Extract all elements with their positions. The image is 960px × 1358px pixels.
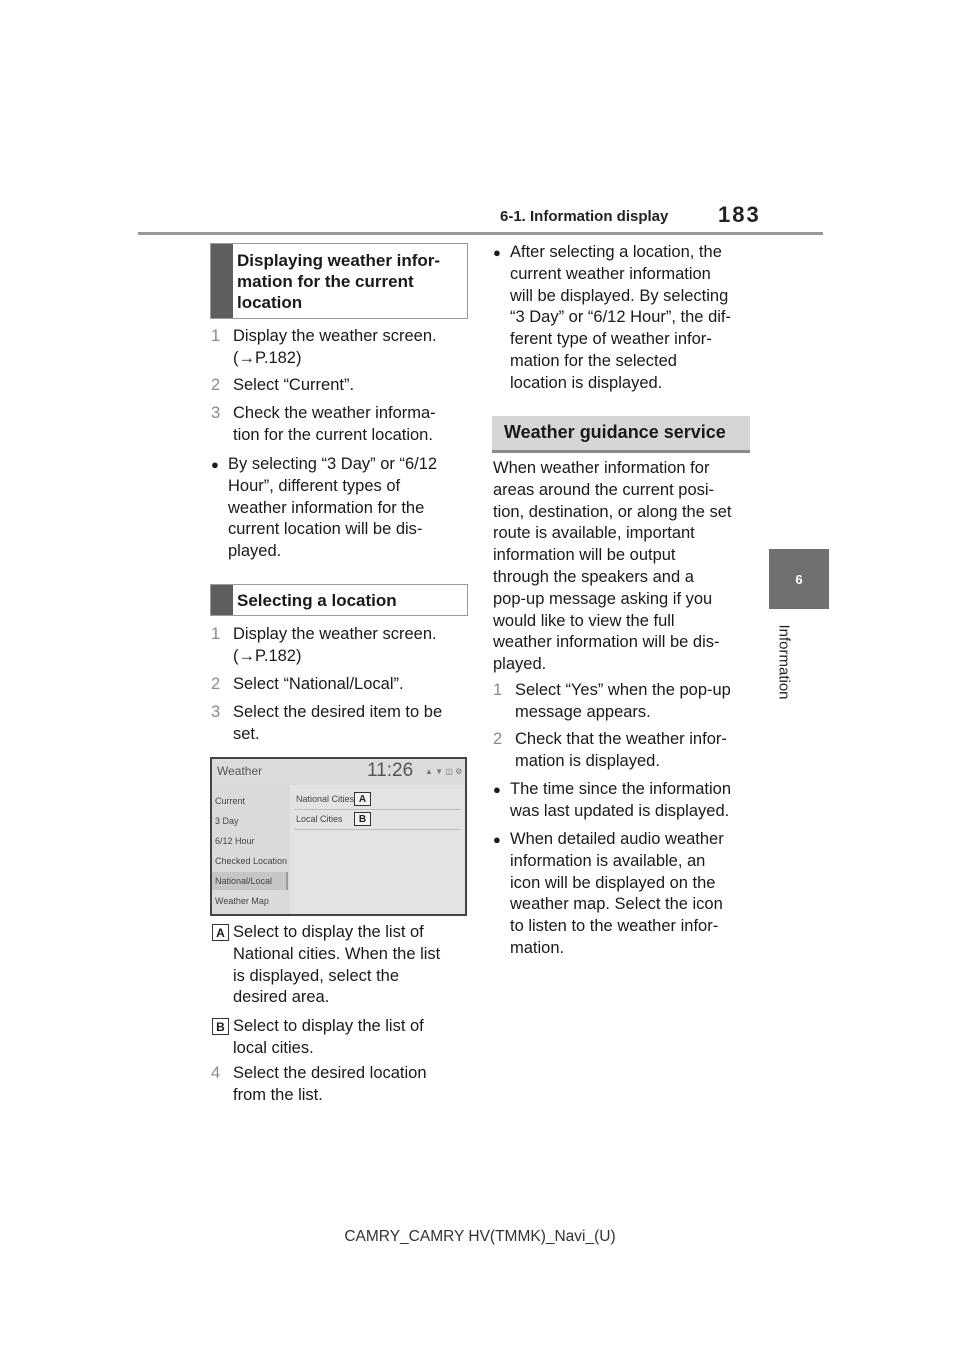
bullet-text: When detailed audio weather [510,830,724,848]
bullet-text: current location will be dis- [228,520,423,539]
bullet-text: played. [228,542,282,561]
step-text: Select “Current”. [233,376,355,394]
list-separator [294,829,461,830]
callout-label-b: B [212,1018,229,1035]
bullet-item [493,829,755,961]
section-title: 6-1. Information display [500,208,669,225]
bullet-text: By selecting “3 Day” or “6/12 [228,455,438,473]
screen-clock: 11:26 [367,760,414,781]
footer-model-code: CAMRY_CAMRY HV(TMMK)_Navi_(U) [344,1228,616,1245]
bullet-text: Hour”, different types of [228,476,401,495]
bullet-text: mation for the selected [510,352,677,370]
step-item [211,1063,471,1107]
callout-text: is displayed, select the [233,966,400,985]
step-item [211,674,471,696]
step-number: 1 [493,681,503,699]
section-title-line: mation for the current [237,272,414,291]
paragraph-line: would like to view the full [493,611,675,630]
item-national-cities[interactable]: National Cities [296,794,355,804]
section-box-current-location [210,243,468,319]
callout-a-text [211,922,471,1010]
step-text: (→P.182) [233,348,302,367]
paragraph-line: areas around the current posi- [493,480,715,499]
step-number: 3 [211,404,221,422]
callout-b-text [211,1016,471,1060]
chapter-label-text: Information [775,624,793,700]
step-item [211,624,471,668]
bullet-item [493,779,755,823]
step-text: from the list. [233,1085,323,1104]
list-separator [294,809,461,810]
menu-item-checked-location[interactable]: Checked Location [215,856,288,866]
page-number: 183 [718,202,761,227]
guidance-paragraph [493,458,755,676]
paragraph-line: information will be output [493,546,676,565]
screen-title: Weather [217,764,263,778]
step-number: 1 [211,327,221,345]
step-text: tion for the current location. [233,425,433,444]
header-rule [138,232,823,235]
bullet-text: The time since the information [510,780,732,798]
step-text: Select the desired item to be [233,703,443,721]
step-text: (→P.182) [233,646,302,665]
step-item [211,403,471,447]
section-box-weather-guidance [492,416,750,453]
paragraph-line: route is available, important [493,524,695,543]
section-box-selecting-location [210,584,468,616]
step-text: Display the weather screen. [233,625,437,643]
section-box-bar [211,585,233,615]
screen-menu [212,785,290,914]
bullet-text: current weather information [510,264,711,283]
chapter-tab [769,549,829,609]
step-text: set. [233,724,260,743]
paragraph-line: played. [493,655,547,674]
step-item [493,680,755,724]
bullet-text: mation. [510,939,565,957]
bullet-icon: ● [493,782,501,797]
section-title: Weather guidance service [504,422,726,442]
step-item [211,326,471,370]
callout-text: Select to display the list of [233,923,424,941]
bullet-text: will be displayed. By selecting [510,286,729,305]
bullet-text: “3 Day” or “6/12 Hour”, the dif- [510,308,731,327]
menu-item-national-local[interactable]: National/Local [212,872,288,890]
step-number: 1 [211,625,221,643]
step-text: Check that the weather infor- [515,730,727,748]
menu-item-weather-map[interactable]: Weather Map [215,896,269,906]
step-text: message appears. [515,702,651,721]
callout-label-a: A [212,924,229,941]
step-text: Select the desired location [233,1064,427,1082]
label-box-a: A [354,792,371,806]
section-title-line: location [237,293,303,312]
callout-text: Select to display the list of [233,1017,424,1035]
callout-text: desired area. [233,988,330,1007]
status-icons: ▲ ▼ ◫ ⚙ [425,767,463,776]
step-text: mation is displayed. [515,751,660,770]
menu-item-6-12-hour[interactable]: 6/12 Hour [215,836,255,846]
step-number: 2 [211,376,221,394]
step-text: Display the weather screen. [233,327,437,345]
menu-item-3-day[interactable]: 3 Day [215,816,239,826]
bullet-text: weather information for the [228,498,425,517]
bullet-text: to listen to the weather infor- [510,917,719,936]
bullet-text: After selecting a location, the [510,243,722,261]
step-item [211,702,471,746]
step-number: 2 [211,675,221,693]
section-box-bar [211,244,233,318]
weather-screen-screenshot [210,757,467,916]
bullet-icon: ● [493,832,501,847]
chapter-number: 6 [795,571,803,587]
step-number: 4 [211,1064,221,1082]
paragraph-line: tion, destination, or along the set [493,502,732,521]
item-local-cities[interactable]: Local Cities [296,814,343,824]
bullet-text: was last updated is displayed. [510,801,730,820]
bullet-text: icon will be displayed on the [510,873,716,892]
bullet-text: information is available, an [510,851,706,870]
step-number: 2 [493,730,503,748]
step-number: 3 [211,703,221,721]
paragraph-line: pop-up message asking if you [493,589,713,608]
section-title: Selecting a location [237,591,397,610]
paragraph-line: through the speakers and a [493,567,694,586]
paragraph-line: When weather information for [493,459,710,477]
paragraph-line: weather information will be dis- [493,633,720,652]
bullet-text: weather map. Select the icon [510,895,723,914]
bullet-icon: ● [493,245,501,260]
section-title-line: Displaying weather infor- [237,251,441,270]
label-box-b: B [354,812,371,826]
bullet-text: location is displayed. [510,373,663,392]
callout-text: local cities. [233,1038,314,1057]
step-text: Select “National/Local”. [233,675,404,693]
step-item [211,375,471,397]
bullet-icon: ● [211,457,219,472]
bullet-item [211,454,471,564]
step-text: Select “Yes” when the pop-up [515,681,731,699]
bullet-text: ferent type of weather infor- [510,330,712,349]
step-text: Check the weather informa- [233,404,436,422]
step-item [493,729,755,773]
callout-text: National cities. When the list [233,944,441,963]
bullet-item [493,242,755,397]
chapter-label [769,612,799,712]
menu-item-current[interactable]: Current [215,796,246,806]
